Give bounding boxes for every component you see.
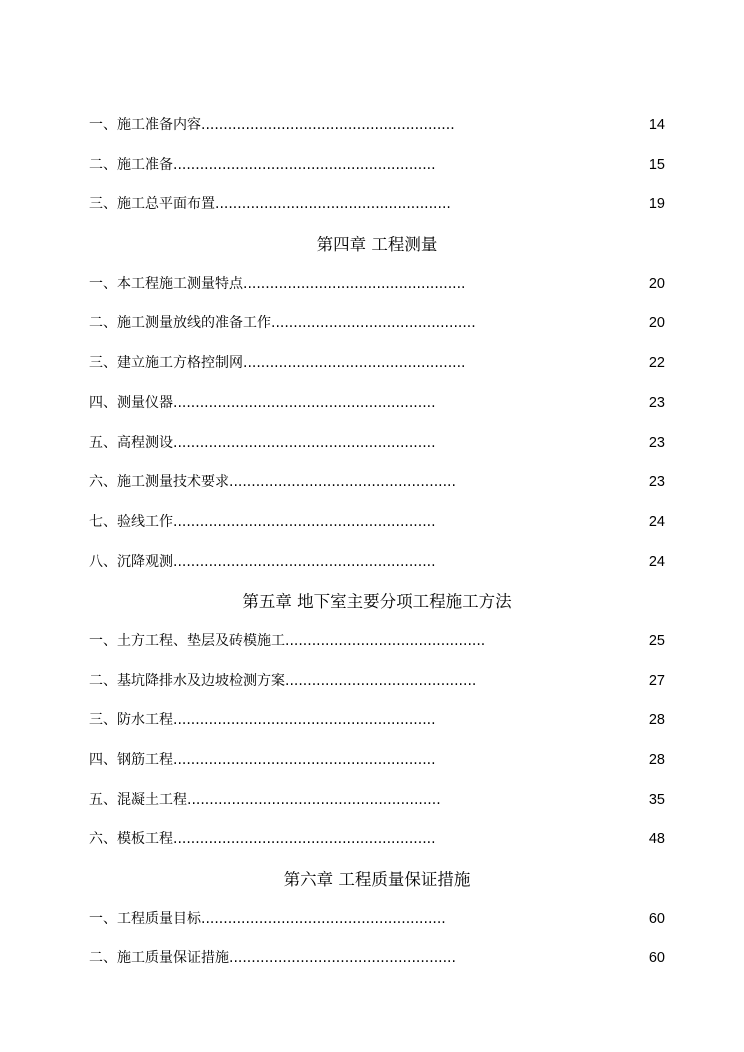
toc-page-number: 35 — [648, 791, 665, 808]
toc-page-number: 24 — [648, 553, 665, 570]
toc-chapter-heading[interactable]: 第四章 工程测量 — [316, 235, 438, 255]
toc-entry-title: 一、施工准备内容......................................................... — [89, 117, 455, 133]
toc-page-number: 14 — [648, 117, 665, 133]
toc-entry-title: 五、混凝土工程......................................................... — [89, 791, 441, 808]
toc-page-number: 28 — [648, 752, 665, 768]
toc-entry[interactable] — [89, 384, 665, 424]
toc-entry-title: 二、施工准备........................................................... — [89, 156, 436, 173]
toc-page-number: 24 — [648, 513, 665, 530]
toc-entry-title: 一、本工程施工测量特点.................................................. — [89, 275, 466, 292]
toc-entry-title: 七、验线工作........................................................... — [89, 513, 436, 530]
toc-page-number: 19 — [648, 196, 665, 213]
toc-entry[interactable] — [89, 622, 665, 662]
toc-entry[interactable] — [89, 741, 665, 781]
toc-entry-title: 一、工程质量目标....................................................... — [89, 910, 446, 927]
toc-page-number: 27 — [648, 672, 665, 689]
toc-entry-title: 三、施工总平面布置..................................................... — [89, 196, 451, 213]
toc-entry[interactable] — [89, 344, 665, 384]
toc-entry-title: 三、防水工程........................................................... — [89, 712, 436, 729]
toc-page-number: 23 — [648, 394, 665, 411]
toc-entry-title: 三、建立施工方格控制网.................................................. — [89, 355, 466, 372]
toc-entry[interactable] — [89, 900, 665, 940]
toc-entry[interactable] — [89, 781, 665, 821]
toc-page-number: 20 — [648, 315, 665, 332]
toc-page-number: 28 — [648, 712, 665, 729]
toc-page-number: 60 — [648, 950, 665, 967]
toc-entry[interactable] — [89, 185, 665, 225]
toc-entry-title: 四、测量仪器........................................................... — [89, 394, 436, 411]
toc-entry[interactable] — [89, 106, 665, 146]
toc-page-number: 48 — [648, 831, 665, 848]
toc-chapter-heading[interactable]: 第五章 地下室主要分项工程施工方法 — [242, 592, 512, 612]
toc-page-number: 60 — [648, 910, 665, 927]
toc-entry-title: 二、基坑降排水及边坡检测方案........................................... — [89, 672, 477, 689]
toc-entry[interactable] — [89, 939, 665, 979]
toc-entry[interactable] — [89, 424, 665, 464]
toc-entry[interactable] — [89, 463, 665, 503]
toc-entry[interactable] — [89, 503, 665, 543]
toc-page-number: 25 — [648, 632, 665, 649]
toc-entry[interactable] — [89, 820, 665, 860]
toc-chapter-heading[interactable]: 第六章 工程质量保证措施 — [283, 870, 471, 890]
toc-entry-title: 六、施工测量技术要求................................................... — [89, 474, 456, 491]
toc-entry-title: 二、施工测量放线的准备工作.............................................. — [89, 315, 476, 332]
toc-entry-title: 一、土方工程、垫层及砖模施工............................................. — [89, 632, 486, 649]
toc-page-number: 22 — [648, 355, 665, 372]
toc-entry-title: 八、沉降观测........................................................... — [89, 553, 436, 570]
toc-entry-title: 六、模板工程........................................................... — [89, 831, 436, 848]
toc-entry[interactable] — [89, 146, 665, 186]
toc-entry-title: 五、高程测设........................................................... — [89, 434, 436, 451]
table-of-contents — [89, 106, 665, 979]
toc-entry[interactable] — [89, 304, 665, 344]
toc-page-number: 23 — [648, 474, 665, 491]
toc-entry[interactable] — [89, 543, 665, 583]
toc-entry-title: 四、钢筋工程........................................................... — [89, 752, 436, 768]
toc-entry[interactable] — [89, 662, 665, 702]
toc-page-number: 20 — [648, 275, 665, 292]
toc-entry-title: 二、施工质量保证措施................................................... — [89, 950, 456, 967]
toc-page-number: 23 — [648, 434, 665, 451]
toc-page-number: 15 — [648, 156, 665, 173]
toc-entry[interactable] — [89, 265, 665, 305]
toc-entry[interactable] — [89, 701, 665, 741]
